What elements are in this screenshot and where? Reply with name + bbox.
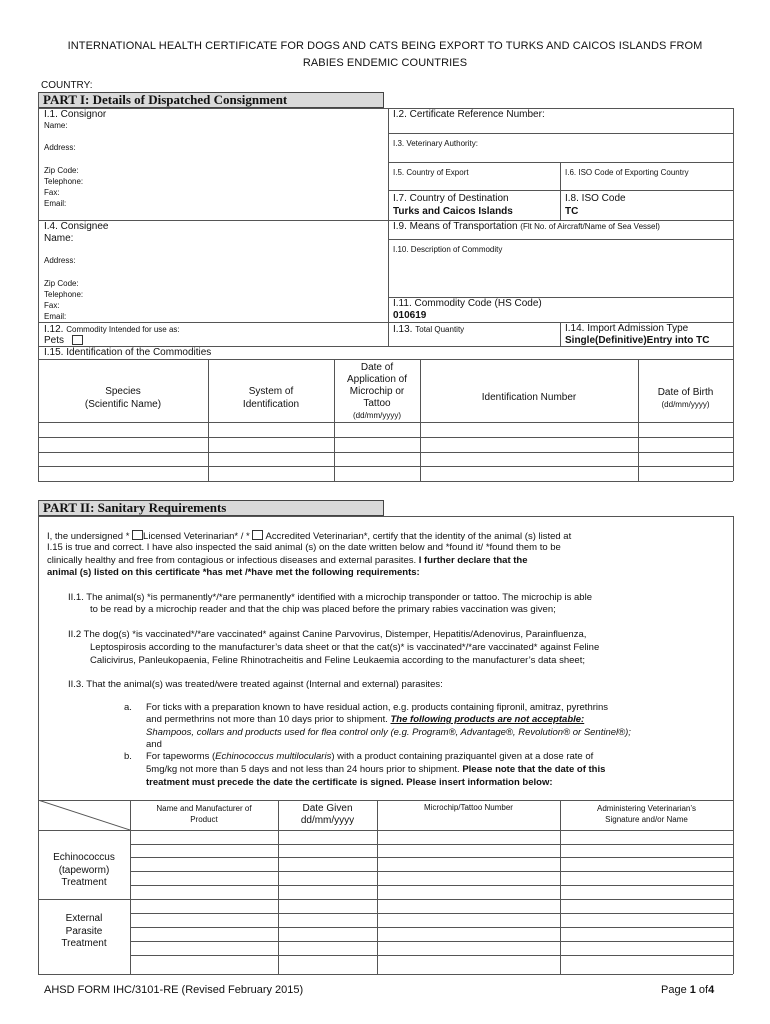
part2-heading: PART II: Sanitary Requirements bbox=[38, 500, 384, 516]
consignee-email-label: Email: bbox=[44, 312, 67, 321]
pets-checkbox[interactable] bbox=[72, 335, 83, 345]
consignee-telephone-label: Telephone: bbox=[44, 290, 84, 299]
country-export-label: I.5. Country of Export bbox=[393, 168, 469, 177]
intended-use-field bbox=[44, 324, 180, 335]
country-label: COUNTRY: bbox=[41, 80, 93, 91]
pets-label: Pets bbox=[44, 335, 65, 346]
ii3-line: II.3. That the animal(s) was treated/were treated against (Internal and external) parasites: bbox=[68, 679, 443, 690]
intended-use-number: I.12. bbox=[44, 324, 64, 335]
vet-header: Administering Veterinarian’s Signature and/or Name bbox=[596, 804, 696, 824]
identification-label: I.15. Identification of the Commodities bbox=[44, 347, 212, 358]
chip-header: Microchip/Tattoo Number bbox=[424, 803, 513, 812]
consignor-fax-label: Fax: bbox=[44, 188, 60, 197]
transport-note: (Flt No. of Aircraft/Name of Sea Vessel) bbox=[520, 222, 660, 231]
transport-field bbox=[393, 221, 660, 232]
ii2-line-1: II.2 The dog(s) *is vaccinated*/*are vaccinated* against Canine Parvovirus, Distemper, Hepatitis/Adenovirus, Parainfluenza, bbox=[68, 629, 587, 640]
hs-code-label: I.11. Commodity Code (HS Code) bbox=[393, 298, 542, 309]
certification-line-4: animal (s) listed on this certificate *has met /*have met the following requirements: bbox=[47, 567, 420, 578]
import-admission-value: Single(Definitive)Entry into TC bbox=[565, 335, 710, 346]
consignor-zip-label: Zip Code: bbox=[44, 166, 79, 175]
country-dest-value: Turks and Caicos Islands bbox=[393, 206, 513, 217]
item-a-line-2: and permethrins not more than 10 days prior to shipment. The following products are not acceptable: bbox=[146, 714, 585, 725]
ii2-line-3: Calicivirus, Panleukopaenia, Feline Rhinotracheitis and Feline Leukaemia according to the manufacturer’s data sheet; bbox=[90, 655, 585, 666]
dob-header: Date of Birth (dd/mm/yyyy) bbox=[657, 387, 714, 409]
ii1-line-1: II.1. The animal(s) *is permanently*/*are permanently* identified with a microchip transponder or tattoo. The microchip is able bbox=[68, 592, 592, 603]
species-header: Species (Scientific Name) bbox=[84, 386, 162, 410]
certification-line-1: I, the undersigned * Licensed Veterinarian* / * Accredited Veterinarian*, certify that the identity of the animal (s) listed at bbox=[47, 531, 572, 542]
item-a-line-1: For ticks with a preparation known to have residual action, e.g. products containing fipronil, amitraz, pyrethrins bbox=[146, 702, 609, 713]
external-parasite-row-label: External Parasite Treatment bbox=[61, 913, 107, 949]
item-b-line-2: 5mg/kg not more than 5 days and not less than 24 hours prior to shipment. Please note that the date of this bbox=[146, 764, 606, 775]
id-number-header: Identification Number bbox=[481, 392, 577, 403]
date-application-header: Date of Application of Microchip or Tattoo (dd/mm/yyyy) bbox=[346, 362, 408, 420]
item-a-line-3: Shampoos, collars and products used for flea control only (e.g. Program®, Advantage®, Revolution® or Sentinel®); bbox=[146, 727, 631, 738]
item-b-marker: b. bbox=[124, 751, 132, 762]
date-given-header: Date Given dd/mm/yyyy bbox=[300, 803, 355, 826]
consignor-telephone-label: Telephone: bbox=[44, 177, 84, 186]
total-qty-field bbox=[393, 324, 464, 335]
certification-line-2: I.15 is true and correct. I have also inspected the said animal (s) on the date written below and *found it/ *found them to be bbox=[47, 542, 561, 553]
hs-code-value: 010619 bbox=[393, 310, 427, 321]
intended-use-label: Commodity Intended for use as: bbox=[66, 325, 180, 334]
part1-heading: PART I: Details of Dispatched Consignment bbox=[38, 92, 384, 108]
consignor-email-label: Email: bbox=[44, 199, 67, 208]
cert-ref-label: I.2. Certificate Reference Number: bbox=[393, 109, 545, 120]
item-b-line-3: treatment must precede the date the certificate is signed. Please insert information below: bbox=[146, 777, 553, 788]
consignor-label: I.1. Consignor bbox=[44, 109, 107, 120]
product-header: Name and Manufacturer of Product bbox=[156, 804, 252, 824]
consignor-address-label: Address: bbox=[44, 143, 76, 152]
ii2-line-2: Leptospirosis according to the manufacturer’s data sheet or that the cat(s)* is vaccinated*/*are vaccinated* against Feline bbox=[90, 642, 600, 653]
consignee-fax-label: Fax: bbox=[44, 301, 60, 310]
title-line-2: RABIES ENDEMIC COUNTRIES bbox=[302, 57, 468, 69]
form-number: AHSD FORM IHC/3101-RE (Revised February 2015) bbox=[44, 984, 304, 996]
transport-label: I.9. Means of Transportation bbox=[393, 221, 518, 232]
country-dest-label: I.7. Country of Destination bbox=[393, 193, 509, 204]
consignee-address-label: Address: bbox=[44, 256, 76, 265]
total-qty-label: Total Quantity bbox=[415, 325, 465, 334]
diagonal-corner-line bbox=[38, 800, 130, 830]
page-number: Page 1 of4 bbox=[661, 984, 715, 996]
echinococcus-row-label: Echinococcus (tapeworm) Treatment bbox=[53, 852, 115, 888]
consignor-name-label: Name: bbox=[44, 121, 68, 130]
iso-export-label: I.6. ISO Code of Exporting Country bbox=[565, 168, 689, 177]
ii1-line-2: to be read by a microchip reader and that the chip was placed before the primary rabies vaccination was given; bbox=[90, 604, 556, 615]
certification-line-3: clinically healthy and free from contagious or infectious diseases and external parasites. I further declare that the bbox=[47, 555, 528, 566]
licensed-vet-checkbox[interactable] bbox=[132, 530, 143, 540]
import-admission-label: I.14. Import Admission Type bbox=[565, 323, 689, 334]
item-a-line-4: and bbox=[146, 739, 162, 750]
iso-code-label: I.8. ISO Code bbox=[565, 193, 626, 204]
consignee-zip-label: Zip Code: bbox=[44, 279, 79, 288]
iso-code-value: TC bbox=[565, 206, 579, 217]
consignee-label: I.4. Consignee bbox=[44, 221, 109, 232]
consignee-name-label: Name: bbox=[44, 233, 74, 244]
document-title bbox=[40, 38, 730, 72]
title-line-1: INTERNATIONAL HEALTH CERTIFICATE FOR DOGS AND CATS BEING EXPORT TO TURKS AND CAICOS ISLANDS FROM bbox=[67, 40, 703, 52]
accredited-vet-checkbox[interactable] bbox=[252, 530, 263, 540]
description-label: I.10. Description of Commodity bbox=[393, 245, 503, 254]
vet-authority-label: I.3. Veterinary Authority: bbox=[393, 139, 478, 148]
item-a-marker: a. bbox=[124, 702, 132, 713]
item-b-line-1: For tapeworms (Echinococcus multilocularis) with a product containing praziquantel given at a dose rate of bbox=[146, 751, 594, 762]
system-header: System of Identification bbox=[242, 386, 300, 410]
total-qty-number: I.13. bbox=[393, 324, 413, 335]
